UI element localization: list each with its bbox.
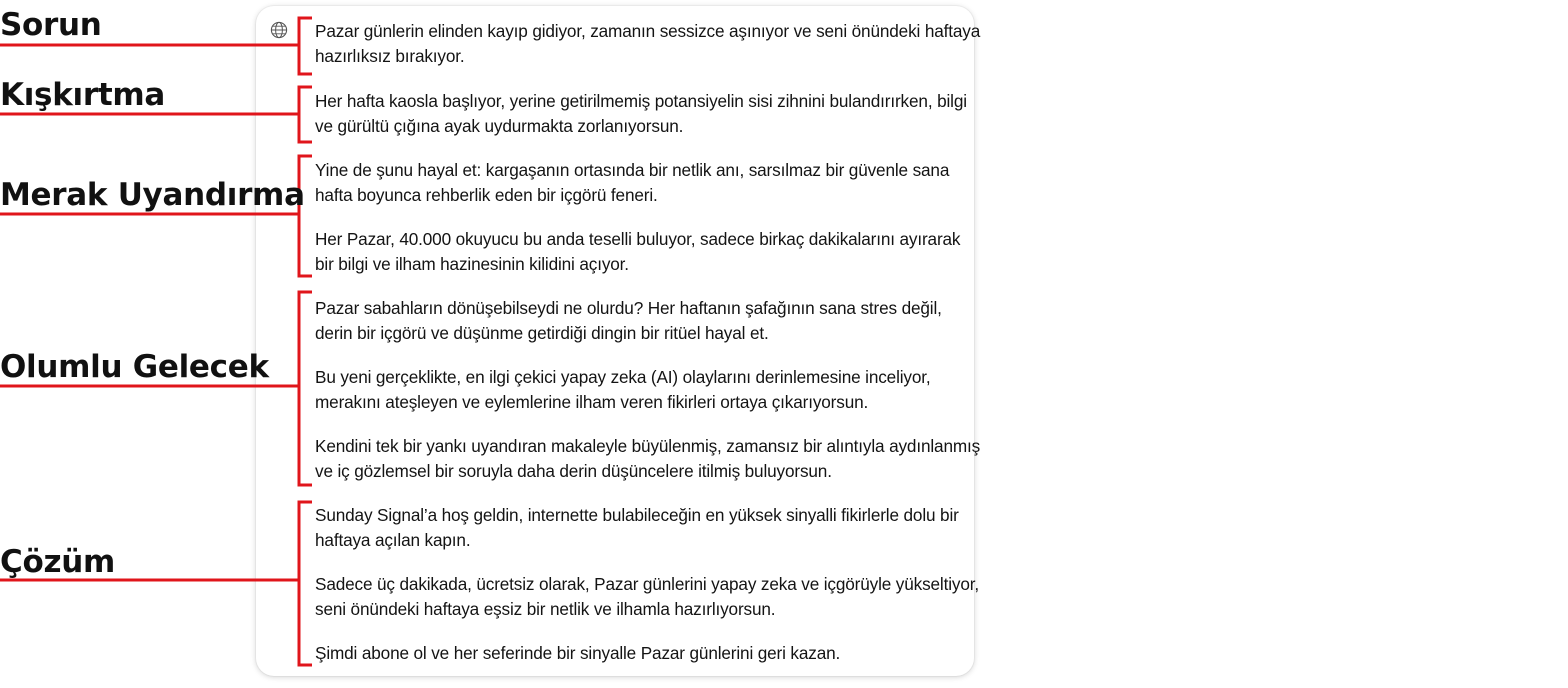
text-line: Her hafta kaosla başlıyor, yerine getirilmemiş potansiyelin sisi zihnini bulandırırken, bilgi [315,91,967,111]
text-line: hazırlıksız bırakıyor. [315,46,465,66]
text-line: merakını ateşleyen ve eylemlerine ilham veren fikirleri ortaya çıkarıyorsun. [315,392,869,412]
text-line: haftaya açılan kapın. [315,530,471,550]
text-line: hafta boyunca rehberlik eden bir içgörü feneri. [315,185,658,205]
text-line: Pazar sabahların dönüşebilseydi ne olurdu? Her haftanın şafağının sana stres değil, [315,298,942,318]
bracket-olumlu-gelecek [0,292,312,485]
text-line: Sadece üç dakikada, ücretsiz olarak, Pazar günlerini yapay zeka ve içgörüyle yükseltiyor, [315,574,979,594]
label-sorun: Sorun [0,7,102,43]
text-line: Kendini tek bir yankı uyandıran makaleyle büyülenmiş, zamansız bir alıntıyla aydınlanmış [315,436,981,456]
text-line: Sunday Signal’a hoş geldin, internette bulabileceğin en yüksek sinyalli fikirlerle dolu bir [315,505,959,525]
label-kiskirtma: Kışkırtma [0,77,165,113]
text-line: ve iç gözlemsel bir soruyla daha derin düşüncelere itilmiş buluyorsun. [315,461,832,481]
label-olumlu-gelecek: Olumlu Gelecek [0,349,269,385]
text-line: Bu yeni gerçeklikte, en ilgi çekici yapay zeka (AI) olaylarını derinlemesine inceliyor, [315,367,931,387]
text-line: Pazar günlerin elinden kayıp gidiyor, zamanın sessizce aşınıyor ve seni önündeki haftaya [315,21,981,41]
label-cozum: Çözüm [0,544,115,580]
text-line: ve gürültü çığına ayak uydurmakta zorlanıyorsun. [315,116,684,136]
label-merak-uyandirma: Merak Uyandırma [0,177,305,213]
text-line: Her Pazar, 40.000 okuyucu bu anda teselli buluyor, sadece birkaç dakikalarını ayırarak [315,229,961,249]
text-line: bir bilgi ve ilham hazinesinin kilidini açıyor. [315,254,629,274]
text-line: derin bir içgörü ve düşünme getirdiği dingin bir ritüel hayal et. [315,323,769,343]
text-line: Yine de şunu hayal et: kargaşanın ortasında bir netlik anı, sarsılmaz bir güvenle sana [315,160,950,180]
text-line: seni önündeki haftaya eşsiz bir netlik ve ilhamla hazırlıyorsun. [315,599,776,619]
bracket-merak-uyandirma [0,156,312,276]
bracket-cozum [0,502,312,665]
text-line: Şimdi abone ol ve her seferinde bir sinyalle Pazar günlerini geri kazan. [315,643,841,663]
